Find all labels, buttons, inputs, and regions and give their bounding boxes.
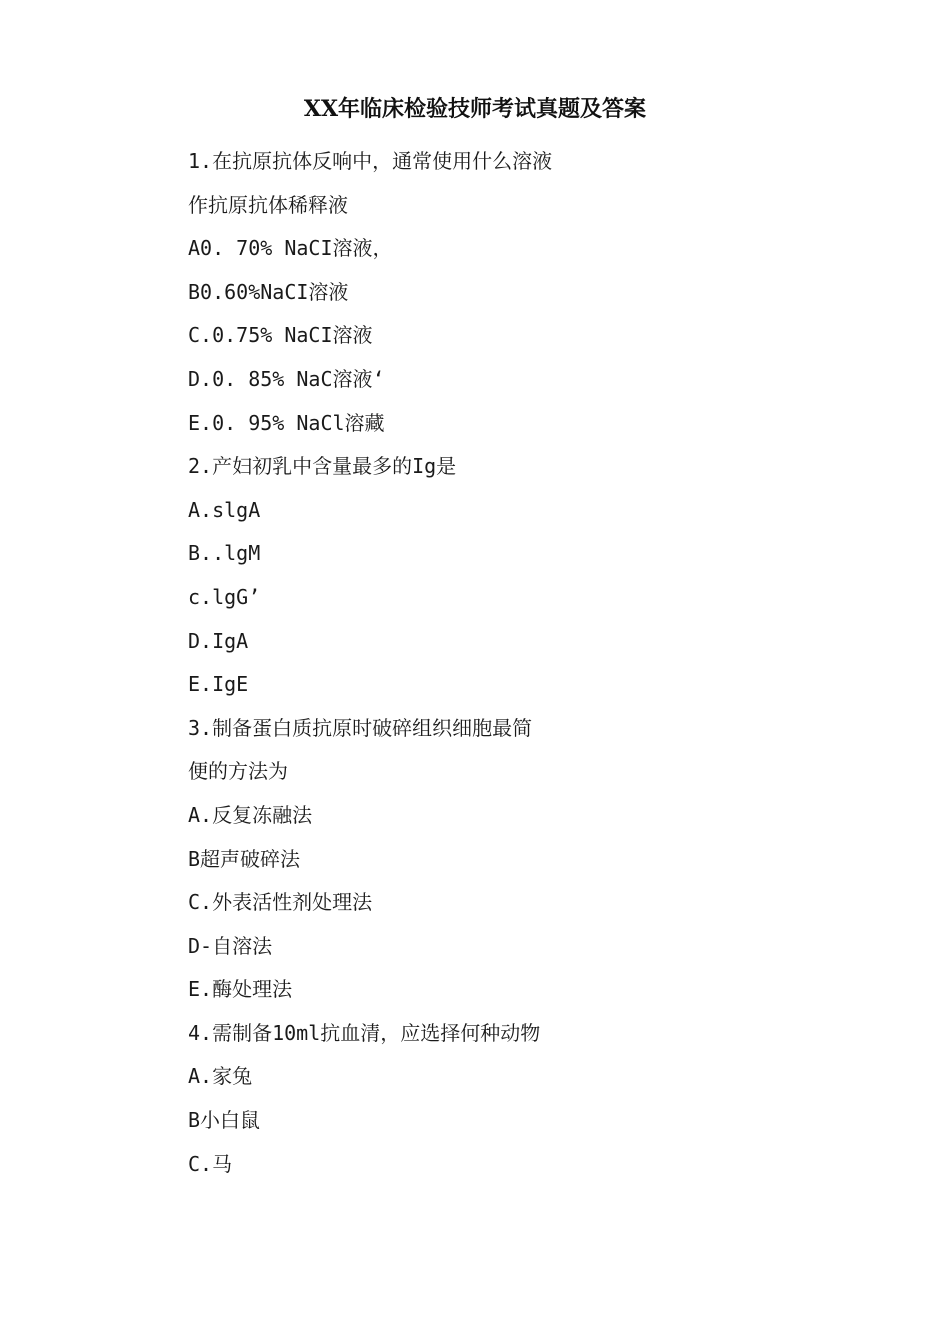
- text-line: B小白鼠: [188, 1108, 261, 1133]
- text-line: A0. 70% NaCI溶液，: [188, 236, 393, 261]
- text-line: 作抗原抗体稀释液: [188, 192, 348, 217]
- text-line: A.slgA: [188, 497, 261, 522]
- text-line: E.酶处理法: [188, 977, 293, 1002]
- text-line: D.IgA: [188, 628, 249, 653]
- text-line: B超声破碎法: [188, 846, 301, 871]
- text-line: 便的方法为: [188, 759, 288, 784]
- text-line: D.0. 85% NaC溶液‘: [188, 366, 385, 391]
- text-line: c.lgG’: [188, 584, 261, 609]
- text-line: E.IgE: [188, 672, 249, 697]
- text-line: 2.产妇初乳中含量最多的Ig是: [188, 454, 457, 479]
- text-line: C.0.75% NaCI溶液: [188, 323, 373, 348]
- text-line: 4.需制备10ml抗血清，应选择何种动物: [188, 1020, 541, 1045]
- document-title: XX年临床检验技师考试真题及答案: [303, 96, 647, 122]
- text-line: A.反复冻融法: [188, 802, 313, 827]
- text-line: B0.60%NaCI溶液: [188, 279, 349, 304]
- text-line: C.马: [188, 1151, 233, 1176]
- text-line: 1.在抗原抗体反响中，通常使用什么溶液: [188, 149, 553, 173]
- text-line: C.外表活性剂处理法: [188, 890, 373, 915]
- text-line: D-自溶法: [188, 933, 273, 958]
- text-line: A.家兔: [188, 1064, 253, 1089]
- text-line: 3.制备蛋白质抗原时破碎组织细胞最简: [188, 715, 533, 740]
- text-line: B..lgM: [188, 541, 261, 566]
- question-list: [188, 143, 888, 1189]
- text-line: E.0. 95% NaCl溶藏: [188, 410, 385, 435]
